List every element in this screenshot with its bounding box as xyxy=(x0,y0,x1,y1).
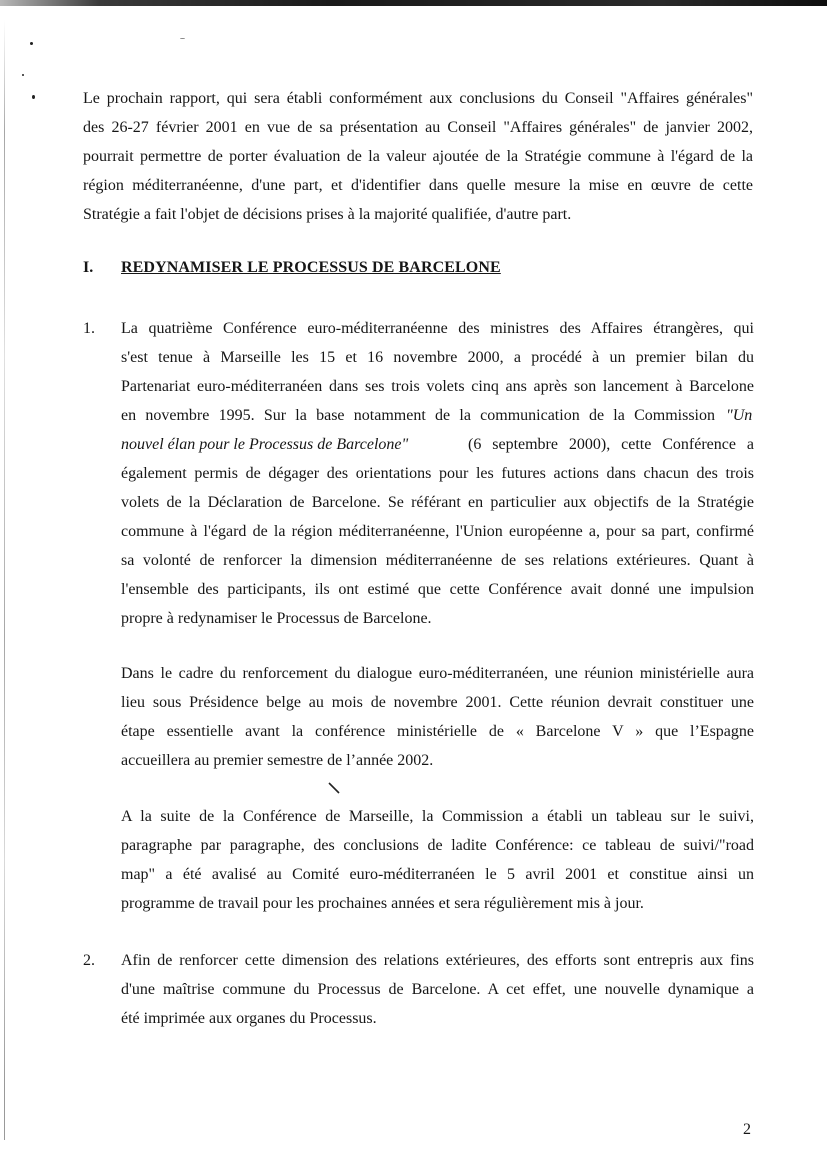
paragraph-line: l'ensemble des participants, ils ont estimé que cette Conférence avait donné une impulsion xyxy=(121,581,754,598)
paragraph-line: commune à l'égard de la région méditerranéenne, l'Union européenne a, pour sa part, confirmé xyxy=(121,523,754,540)
paragraph-line: volets de la Déclaration de Barcelone. Se référant en particulier aux objectifs de la Stratégie xyxy=(121,494,754,511)
paragraph-line: Partenariat euro-méditerranéen dans ses trois volets cinq ans après son lancement à Barcelone xyxy=(121,378,754,395)
scan-speck xyxy=(180,38,185,39)
paragraph-line: lieu sous Présidence belge au mois de novembre 2001. Cette réunion devrait constituer une xyxy=(121,694,754,711)
paragraph-line: étape essentielle avant la conférence ministérielle de « Barcelone V » que l’Espagne xyxy=(121,723,754,740)
paragraph-line: Dans le cadre du renforcement du dialogue euro-méditerranéen, une réunion ministérielle aura xyxy=(121,665,754,682)
scan-speck xyxy=(22,74,24,76)
paragraph-line: paragraphe par paragraphe, des conclusions de ladite Conférence: ce tableau de suivi/"road xyxy=(121,837,754,854)
paragraph-line: également permis de dégager des orientations pour les futures actions dans chacun des trois xyxy=(121,465,754,482)
paragraph-line: en novembre 1995. Sur la base notamment de la communication de la Commission xyxy=(121,407,715,424)
paragraph-line: La quatrième Conférence euro-méditerranéenne des ministres des Affaires étrangères, qui xyxy=(121,320,754,337)
section-title: REDYNAMISER LE PROCESSUS DE BARCELONE xyxy=(121,259,501,276)
paragraph-line: été imprimée aux organes du Processus. xyxy=(121,1010,377,1027)
intro-line: Stratégie a fait l'objet de décisions prises à la majorité qualifiée, d'autre part. xyxy=(83,206,572,223)
paragraph-line: Afin de renforcer cette dimension des relations extérieures, des efforts sont entrepris aux fins xyxy=(121,952,754,969)
intro-line: des 26-27 février 2001 en vue de sa présentation au Conseil "Affaires générales" de janvier 2002, xyxy=(83,119,753,136)
scan-speck xyxy=(30,42,33,45)
paragraph-line: (6 septembre 2000), cette Conférence a xyxy=(468,436,754,453)
paragraph-number: 1. xyxy=(83,320,95,337)
paragraph-line: accueillera au premier semestre de l’année 2002. xyxy=(121,752,434,769)
paragraph-line: programme de travail pour les prochaines années et sera régulièrement mis à jour. xyxy=(121,895,644,912)
intro-line: pourrait permettre de porter évaluation de la valeur ajoutée de la Stratégie commune à l'égard de la xyxy=(83,148,753,165)
paragraph-line-italic: "Un xyxy=(726,407,753,424)
scan-edge-left xyxy=(4,20,5,1140)
page-number: 2 xyxy=(743,1121,751,1138)
paragraph-line: d'une maîtrise commune du Processus de Barcelone. A cet effet, une nouvelle dynamique a xyxy=(121,981,754,998)
scan-speck xyxy=(32,95,35,99)
paragraph-line: propre à redynamiser le Processus de Barcelone. xyxy=(121,610,432,627)
intro-line: région méditerranéenne, d'une part, et d'identifier dans quelle mesure la mise en œuvre de cette xyxy=(83,177,753,194)
paragraph-line: A la suite de la Conférence de Marseille, la Commission a établi un tableau sur le suivi, xyxy=(121,808,754,825)
scan-edge-top xyxy=(0,0,827,6)
paragraph-line: sa volonté de renforcer la dimension méditerranéenne de ses relations extérieures. Quant à xyxy=(121,552,754,569)
section-number: I. xyxy=(83,259,94,276)
paragraph-number: 2. xyxy=(83,952,95,969)
paragraph-line: map" a été avalisé au Comité euro-méditerranéen le 5 avril 2001 et constitue ainsi un xyxy=(121,866,754,883)
paragraph-line-italic: nouvel élan pour le Processus de Barcelone" xyxy=(121,436,409,453)
intro-line: Le prochain rapport, qui sera établi conformément aux conclusions du Conseil "Affaires générales" xyxy=(83,90,753,107)
pen-mark-icon xyxy=(327,781,341,795)
paragraph-line: s'est tenue à Marseille les 15 et 16 novembre 2000, a procédé à un premier bilan du xyxy=(121,349,754,366)
